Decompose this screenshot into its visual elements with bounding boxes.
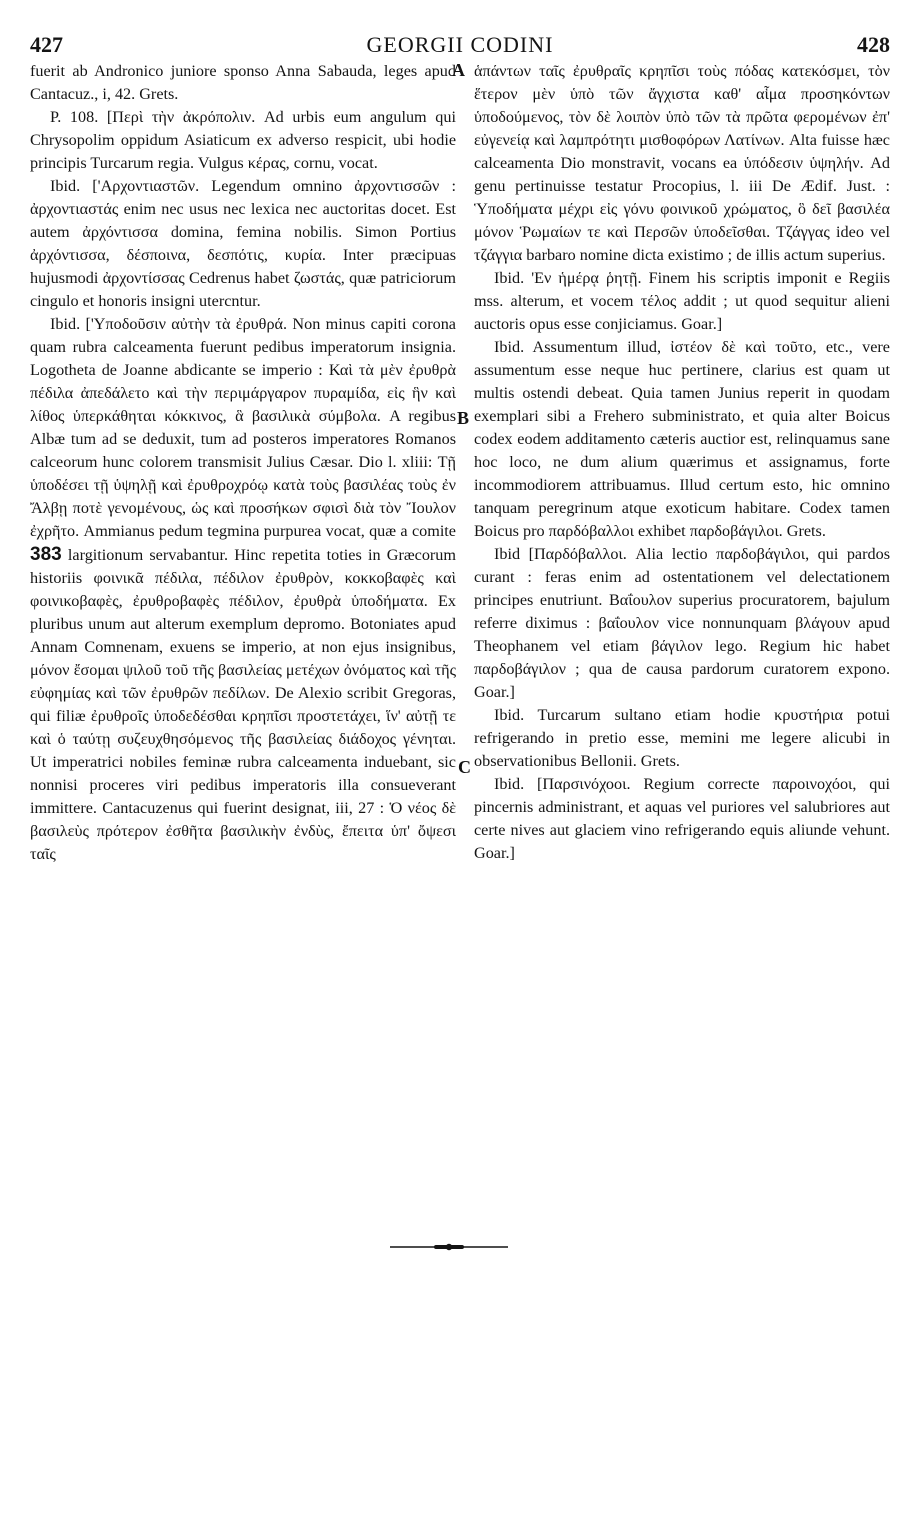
end-ornament-rule (388, 1242, 510, 1252)
left-paragraph-2: P. 108. [Περὶ τὴν ἀκρόπολιν. Ad urbis eum angulum qui Chrysopolim oppidum Asiaticum ex adverso respicit, ubi hodie principis Turcarum regia. Vulgus κέρας, cornu, vocat. (30, 108, 456, 172)
right-column (474, 60, 890, 865)
page-number-left: 427 (30, 32, 63, 57)
inline-page-number: 383 (30, 544, 62, 565)
right-paragraph-4: Ibid [Παρδόβαλλοι. Alia lectio παρδοβάγιλοι, qui pardos curant : feras enim ad ostentationem vel delectationem principes enutriunt. Βαΐουλον superius procuratorem, bajulum referre diximus : βαΐουλον vice nonnunquam βλάγουν apud Theophanem vel etiam βάγιλον lego. Regium hic habet παρδοβάγιλον ; qua de causa pardorum curatorem expono. Goar.] (474, 545, 890, 701)
left-column (30, 60, 456, 866)
left-paragraph-1: fuerit ab Andronico juniore sponso Anna Sabauda, leges apud Cantacuz., i, 42. Grets. (30, 62, 456, 103)
left-paragraph-4-part-2: largitionum servabantur. Hinc repetita toties in Græcorum historiis φοινικᾶ πέδιλα, πέδιλον ἐρυθρὸν, κοκκοβαφὲς καὶ φοινικοβαφὲς, ἐρυθροβαφὲς πέδιλον, ἐρυθρὰ ὑποδήματα. Ex pluribus unum aut alterum exemplum depromo. Botoniates apud Annam Comnenam, exuens se imperio, at non ejus insignibus, μόνον ἔσομαι ψιλοῦ τοῦ τῆς βασιλείας μετέχων ὀνόματος καὶ τῆς εὐφημίας καὶ τῶν ἐρυθρῶν πεδίλων. De Alexio scribit Gregoras, qui filiæ ἐρυθροῖς ὑποδεδέσθαι κρηπῖσι προστετάχει, ἵν' αὐτῇ τε καὶ ὁ ταύτῃ συζευχθησόμενος τῆς βασιλείας διάδοχος γένηται. Ut imperatrici nobiles feminæ rubra calceamenta induebant, sic nonnisi proceres viri pedibus imperatoris illa consueverant immittere. Cantacuzenus qui fuerint designat, iii, 27 : Ὁ νέος δὲ βασιλεὺς πρότερον ἐσθῆτα βασιλικὴν ἐνδὺς, ἔπειτα ὑπ' ὄψεσι ταῖς (30, 546, 456, 863)
right-paragraph-1: ἁπάντων ταῖς ἐρυθραῖς κρηπῖσι τοὺς πόδας κατεκόσμει, τὸν ἕτερον μὲν ὑπὸ τῶν ἄγχιστα καθ' αἷμα προσηκόντων ὑποδούμενος, τὸν δὲ λοιπὸν ὑπὸ τῶν τὰ πρῶτα φερομένων ἐπ' εὐγενείᾳ καὶ λαμπρότητι μισθοφόρων Λατίνων. Alta fuisse hæc calceamenta Dio monstravit, vocans ea ὑπόδεσιν ὑψηλήν. Ad genu pertinuisse testatur Procopius, l. iii De Ædif. Just. : Ὑποδήματα μέχρι εἰς γόνυ φοινικοῦ χρώματος, ὃ δεῖ βασιλέα μόνον Ῥωμαίων τε καὶ Περσῶν ὑποδεῖσθαι. Τζάγγας ideo vel τζάγγια barbaro nomine dicta existimo ; de illis actum superius. (474, 62, 890, 264)
margin-marker-b: B (457, 408, 470, 428)
running-title: GEORGII CODINI (366, 32, 554, 57)
right-paragraph-6: Ibid. [Παρσινόχοοι. Regium correcte παροινοχόοι, qui pincernis administrant, et aquas vel puriores vel salubriores aut certe nives aut glaciem vino refrigerando equis aliunde vehunt. Goar.] (474, 775, 890, 862)
page-number-right: 428 (857, 32, 890, 57)
page-header (30, 32, 890, 60)
right-paragraph-5: Ibid. Turcarum sultano etiam hodie κρυστήρια potui refrigerando in pretio esse, memini me legere alicubi in observationibus Bellonii. Grets. (474, 706, 890, 770)
margin-marker-c: C (458, 757, 471, 777)
right-paragraph-3: Ibid. Assumentum illud, ἰστέον δὲ καὶ τοῦτο, etc., vere assumentum esse neque huc pertinere, clarius est quam ut multis ostendi debeat. Quia tamen Junius reperit in quodam exemplari sibi a Frehero subministrato, et quia alter Boicus codex eodem additamento cæteris auctior est, relinquamus sane hoc loco, ne dum alium quærimus et assignamus, forte incommodiorem attribuamus. Illud certum esto, hic omnino tanquam peregrinum atque exoticum habitare. Codex tamen Boicus pro παρδόβαλλοι exhibet παρδοβάγιλοι. Grets. (474, 338, 890, 540)
left-paragraph-3: Ibid. ['Αρχοντιαστῶν. Legendum omnino ἀρχοντισσῶν : ἀρχοντιαστάς enim nec usus nec lexica nec auctoritas docet. Est autem ἀρχόντισσα domina, femina nobilis. Simon Portius ἀρχόντισσα, δέσποινα, δεσπότις, κυρία. Inter præcipuas hujusmodi ἀρχοντίσσας Cedrenus habet ζωστάς, quæ patriciorum cingulo et honoris insigni utercntur. (30, 177, 456, 310)
right-paragraph-2: Ibid. 'Εν ἡμέρᾳ ῥητῇ. Finem his scriptis imponit e Regiis mss. alterum, et vocem τέλος addit ; ut quod sequitur alieni auctoris opus esse conjiciamus. Goar.] (474, 269, 890, 333)
left-paragraph-4-part-1: Ibid. ['Υποδοῦσιν αὐτὴν τὰ ἐρυθρά. Non minus capiti corona quam rubra calceamenta fuerunt pedibus imperatorum insignia. Logotheta de Joanne abdicante se imperio : Καὶ τὰ μὲν ἐρυθρὰ πέδιλα ἀπεδάλετο καὶ τὴν περιμάργαρον πυραμίδα, εἰς ἣν καὶ λίθος ὑπερκάθηται κόκκινος, ἃ βασιλικὰ σύμβολα. A regibus Albæ tum ad se deduxit, tum ad posteros imperatores Romanos calceorum hunc colorem transmisit Julius Cæsar. Dio l. xliii: Τῇ ὑποδέσει τῇ ὑψηλῇ καὶ ἐρυθροχρόῳ κατὰ τοὺς βασιλέας τοὺς ἐν Ἄλβῃ ποτὲ γενομένους, ὡς καὶ προσήκων σφισὶ διὰ τὸν Ἴουλον ἐχρῆτο. Ammianus pedum tegmina purpurea vocat, quæ a comite (30, 315, 456, 540)
left-paragraph-4 (30, 313, 456, 866)
margin-marker-a: A (452, 60, 465, 80)
